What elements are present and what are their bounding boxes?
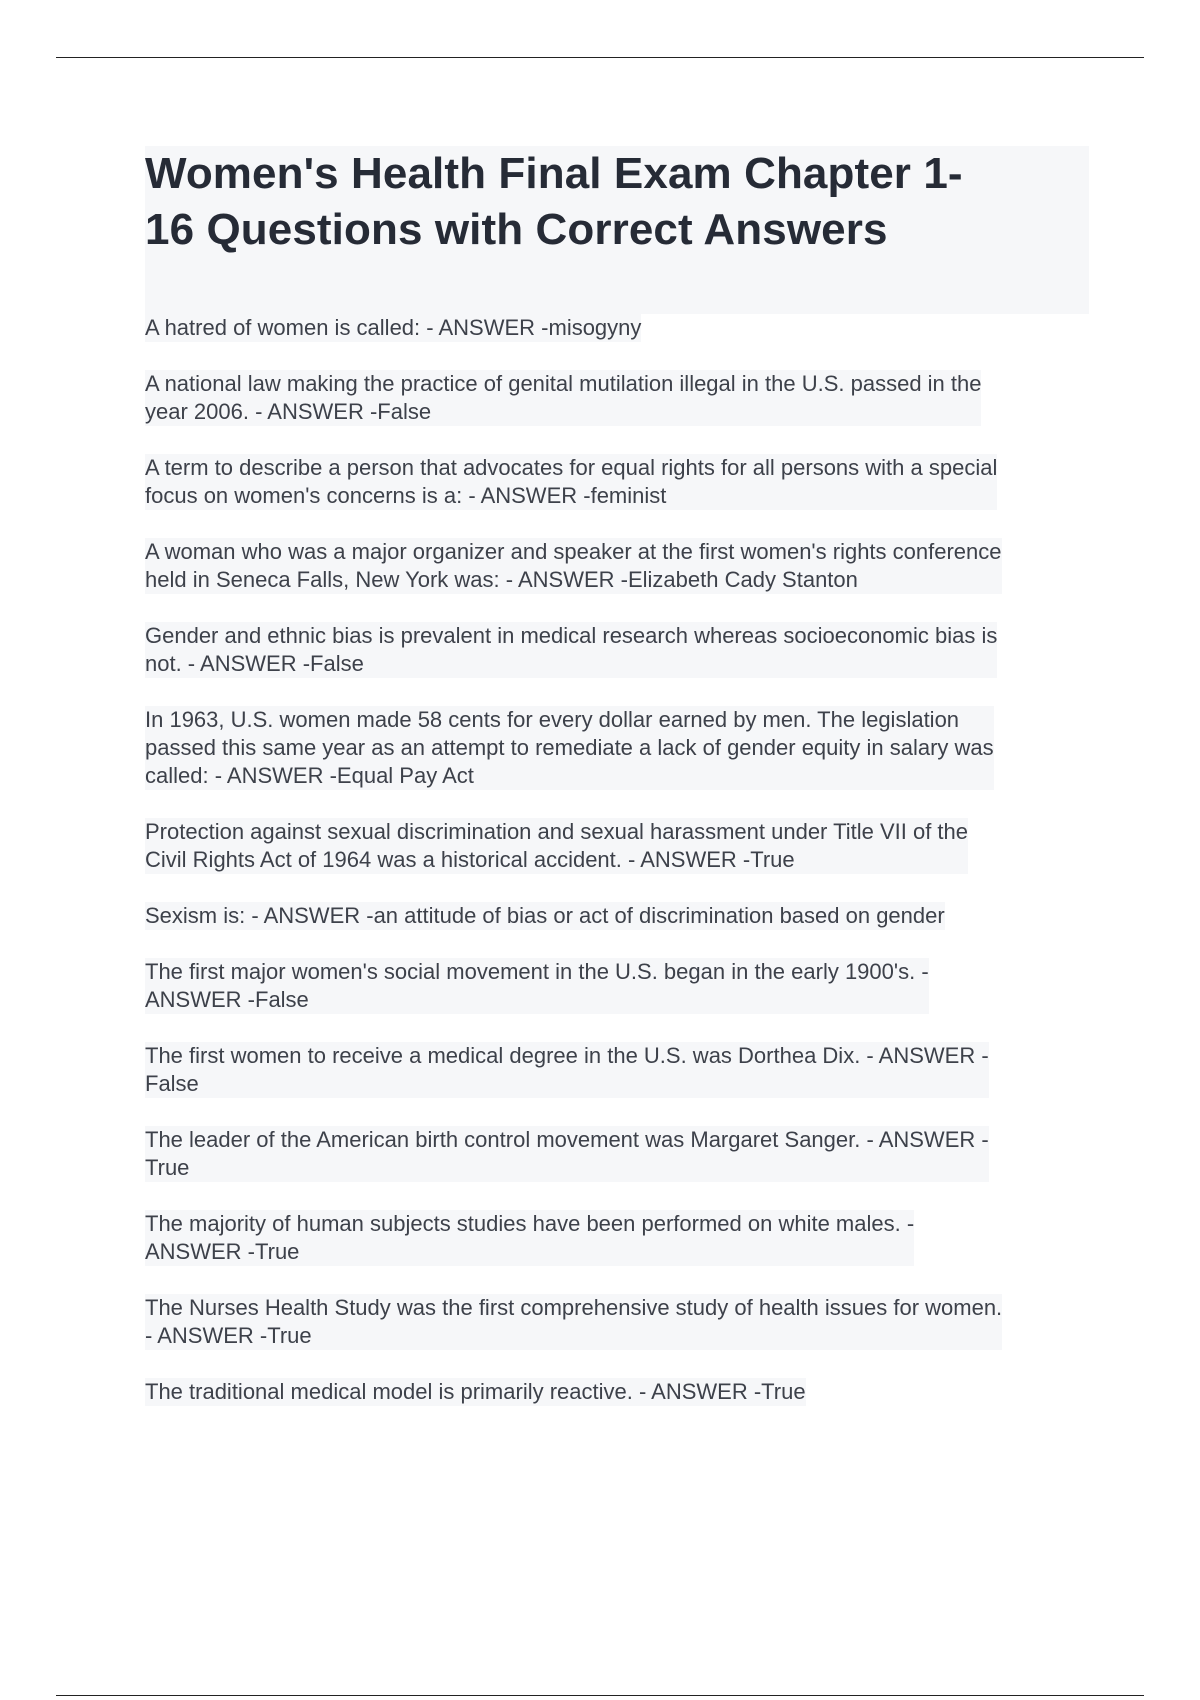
qa-item (145, 706, 1089, 818)
qa-item (145, 454, 1089, 538)
qa-text (145, 314, 641, 342)
qa-line: A hatred of women is called: - ANSWER -misogyny (145, 315, 642, 340)
qa-line: called: - ANSWER -Equal Pay Act (145, 763, 474, 788)
qa-item (145, 1378, 1089, 1434)
qa-line: - ANSWER -True (145, 1323, 312, 1348)
qa-line: held in Seneca Falls, New York was: - ANSWER -Elizabeth Cady Stanton (145, 567, 858, 592)
qa-line: The leader of the American birth control movement was Margaret Sanger. - ANSWER - (145, 1127, 989, 1152)
qa-text (145, 1210, 914, 1266)
qa-item (145, 538, 1089, 622)
qa-line: ANSWER -False (145, 987, 309, 1012)
qa-line: The first major women's social movement in the U.S. began in the early 1900's. - (145, 959, 929, 984)
qa-text (145, 1294, 1002, 1350)
qa-item (145, 1042, 1089, 1126)
qa-text (145, 818, 968, 874)
qa-text (145, 1126, 989, 1182)
qa-text (145, 622, 997, 678)
qa-line: Protection against sexual discrimination and sexual harassment under Title VII of the (145, 819, 969, 844)
footer-rule (56, 1695, 1144, 1696)
qa-text (145, 706, 994, 790)
qa-item (145, 902, 1089, 958)
qa-line: True (145, 1155, 190, 1180)
qa-line: In 1963, U.S. women made 58 cents for every dollar earned by men. The legislation (145, 707, 960, 732)
qa-line: passed this same year as an attempt to remediate a lack of gender equity in salary was (145, 735, 994, 760)
qa-line: The first women to receive a medical degree in the U.S. was Dorthea Dix. - ANSWER - (145, 1043, 989, 1068)
header-rule (56, 57, 1144, 58)
qa-line: focus on women's concerns is a: - ANSWER -feminist (145, 483, 667, 508)
qa-line: Gender and ethnic bias is prevalent in medical research whereas socioeconomic bias is (145, 623, 998, 648)
qa-text (145, 1042, 989, 1098)
qa-line: The Nurses Health Study was the first comprehensive study of health issues for women. (145, 1295, 1003, 1320)
qa-line: False (145, 1071, 199, 1096)
qa-item (145, 1294, 1089, 1378)
qa-line: ANSWER -True (145, 1239, 300, 1264)
title-block (145, 146, 1089, 314)
qa-line: A woman who was a major organizer and speaker at the first women's rights conference (145, 539, 1002, 564)
question-list (145, 314, 1089, 1434)
qa-line: Civil Rights Act of 1964 was a historical accident. - ANSWER -True (145, 847, 795, 872)
qa-text (145, 538, 1002, 594)
qa-item (145, 818, 1089, 902)
qa-line: not. - ANSWER -False (145, 651, 364, 676)
qa-item (145, 1126, 1089, 1210)
qa-line: The majority of human subjects studies have been performed on white males. - (145, 1211, 915, 1236)
qa-item (145, 958, 1089, 1042)
qa-line: A term to describe a person that advocates for equal rights for all persons with a special (145, 455, 998, 480)
qa-item (145, 370, 1089, 454)
title-line-1: Women's Health Final Exam Chapter 1- (145, 149, 963, 198)
qa-item (145, 314, 1089, 370)
qa-line: Sexism is: - ANSWER -an attitude of bias or act of discrimination based on gender (145, 903, 945, 928)
qa-line: A national law making the practice of genital mutilation illegal in the U.S. passed in the (145, 371, 982, 396)
qa-line: The traditional medical model is primarily reactive. - ANSWER -True (145, 1379, 806, 1404)
qa-text (145, 958, 929, 1014)
qa-text (145, 1378, 806, 1406)
qa-item (145, 622, 1089, 706)
qa-text (145, 454, 997, 510)
qa-item (145, 1210, 1089, 1294)
title-line-2: 16 Questions with Correct Answers (145, 205, 888, 254)
document-body (145, 146, 1089, 1434)
qa-text (145, 370, 981, 426)
qa-text (145, 902, 945, 930)
document-title (145, 146, 1089, 258)
qa-line: year 2006. - ANSWER -False (145, 399, 432, 424)
